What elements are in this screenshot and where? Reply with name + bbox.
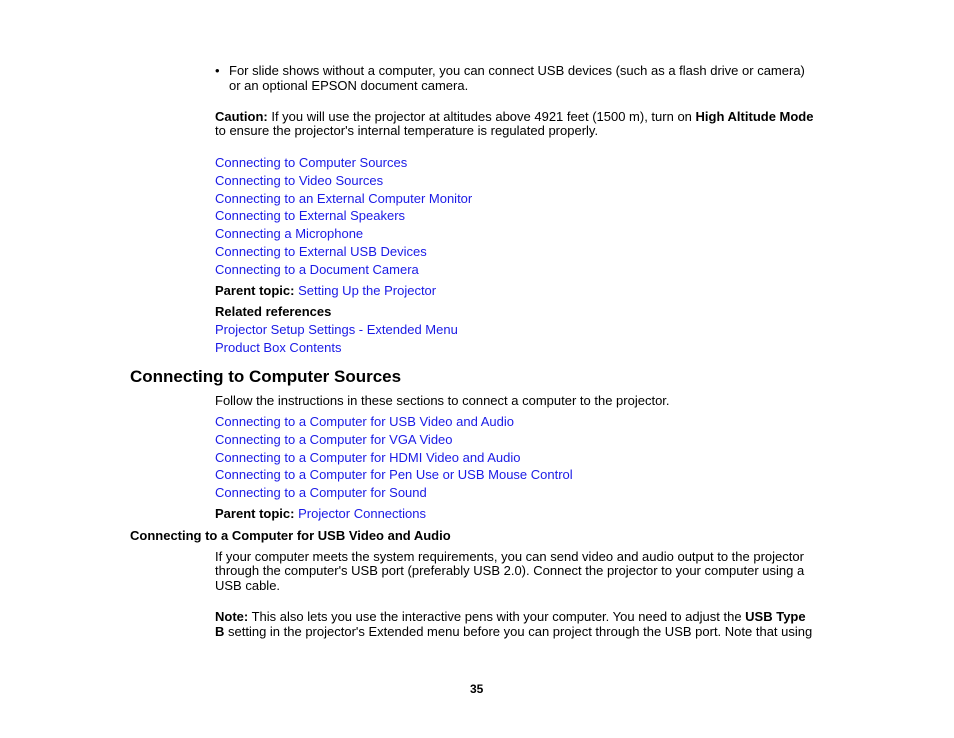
link-document-camera[interactable]: Connecting to a Document Camera — [215, 262, 419, 277]
parent-topic-1 — [215, 283, 436, 298]
page-number: 35 — [470, 682, 484, 696]
note-line-1 — [215, 609, 806, 624]
caution-label: Caution: — [215, 109, 268, 124]
link-usb-devices[interactable]: Connecting to External USB Devices — [215, 244, 427, 259]
note-label: Note: — [215, 609, 249, 624]
link-product-box-contents[interactable]: Product Box Contents — [215, 340, 342, 355]
bullet-line-1: For slide shows without a computer, you can connect USB devices (such as a flash drive or camera) — [229, 63, 805, 78]
parent-topic-label: Parent topic: — [215, 283, 295, 298]
bullet-marker: • — [215, 63, 220, 78]
link-hdmi-video-audio[interactable]: Connecting to a Computer for HDMI Video and Audio — [215, 450, 521, 465]
usb-type-bold: USB Type — [745, 609, 806, 624]
para-line-1: If your computer meets the system requirements, you can send video and audio output to the projector — [215, 549, 804, 564]
link-external-speakers[interactable]: Connecting to External Speakers — [215, 208, 406, 223]
related-references-heading: Related references — [215, 304, 332, 319]
link-microphone[interactable]: Connecting a Microphone — [215, 226, 364, 241]
usb-type-b-bold: B — [215, 624, 225, 639]
section-intro: Follow the instructions in these sections to connect a computer to the projector. — [215, 393, 670, 408]
section-title: Connecting to Computer Sources — [130, 367, 402, 386]
note-text-b: setting in the projector's Extended menu before you can project through the USB port. Note that using — [224, 624, 813, 639]
link-usb-video-audio[interactable]: Connecting to a Computer for USB Video and Audio — [215, 414, 514, 429]
note-line-2 — [215, 624, 812, 639]
caution-line-2: to ensure the projector's internal temperature is regulated properly. — [215, 123, 599, 138]
note-text-a: This also lets you use the interactive pens with your computer. You need to adjust the — [248, 609, 746, 624]
para-line-2: through the computer's USB port (preferably USB 2.0). Connect the projector to your computer using a — [215, 563, 805, 578]
link-video-sources[interactable]: Connecting to Video Sources — [215, 173, 384, 188]
link-external-monitor[interactable]: Connecting to an External Computer Monitor — [215, 191, 473, 206]
high-altitude-mode: High Altitude Mode — [695, 109, 814, 124]
caution-text: If you will use the projector at altitudes above 4921 feet (1500 m), turn on — [267, 109, 696, 124]
link-computer-sources[interactable]: Connecting to Computer Sources — [215, 155, 408, 170]
caution-line-1 — [215, 109, 813, 124]
link-projector-setup-extended[interactable]: Projector Setup Settings - Extended Menu — [215, 322, 458, 337]
subsection-title: Connecting to a Computer for USB Video and Audio — [130, 528, 451, 543]
parent-topic-2 — [215, 506, 426, 521]
link-pen-usb-mouse[interactable]: Connecting to a Computer for Pen Use or USB Mouse Control — [215, 467, 573, 482]
bullet-line-2: or an optional EPSON document camera. — [229, 78, 469, 93]
link-vga-video[interactable]: Connecting to a Computer for VGA Video — [215, 432, 453, 447]
link-setting-up-projector[interactable]: Setting Up the Projector — [298, 283, 437, 298]
link-projector-connections[interactable]: Projector Connections — [298, 506, 426, 521]
link-sound[interactable]: Connecting to a Computer for Sound — [215, 485, 427, 500]
para-line-3: USB cable. — [215, 578, 281, 593]
parent-topic-label: Parent topic: — [215, 506, 295, 521]
